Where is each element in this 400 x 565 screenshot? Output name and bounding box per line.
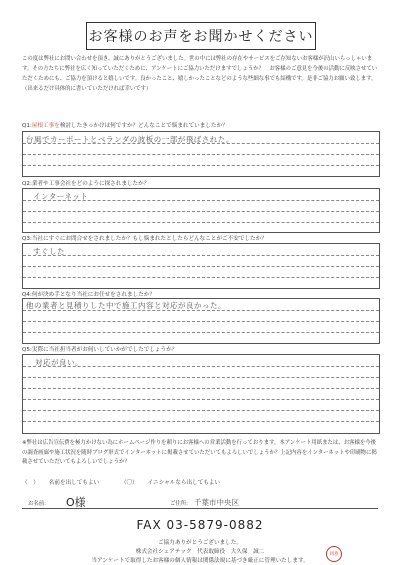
fax-number: FAX 03-5879-0882 [136,518,264,532]
consent-option-initial-mark: （〇） [120,480,138,486]
consent-option-name[interactable] [22,478,109,486]
consent-option-name-mark: （ ） [22,480,39,486]
q3-text: 当社にすぐにお問合せをされましたか？もし悩まれたとしたらどんなことがご不安でしたか？ [31,236,267,242]
q1-accent: 屋根工事を [31,123,60,129]
page-title: お客様のお声をお聞かせください [86,22,316,50]
publication-note: ※弊社は広告宣伝費を極力かけない為にホームページ作りを頼りにお客様への営業活動を行っております。本アンケート用紙または、お客様を今後の調査画廊や施工状況を随時ブログ形式でインターネットに掲載させていただいてもよろしいでしょうか？上記内容をインターネットや印刷物に掲載させていただいてもよろしいでしょうか？ [22,440,377,465]
answer-box-3 [22,243,380,289]
consent-options [22,478,240,486]
name-value: O様 [66,496,86,509]
address-label: ご住所: [170,501,188,507]
intro-text: この度は弊社にお問い合わせを頂き、誠にありがとうございました。世の中には弊社の存在やサービスをご存知ないお客様が沢山いらっしゃいます。その方たちに弊社を広く知っていただくために、アンケートにご協力いただけますでしょうか？ お客様のご意見を今後の活動に反映させていただくためにも、ご協力を頂けると嬉しいです。良かったこと、嬉しかったことなどのような些細な事でも結構です。是非ご協力お願い致します。（出来るだけ具体的に書いていただければ幸いです） [22,56,378,92]
answer-4: 他の業者と見積りした中で施工内容と対応が良かった。 [26,301,226,310]
answer-3: すぐした [33,247,65,256]
question-4 [22,290,155,298]
answer-box-5 [22,354,380,434]
q1-prefix: Q1: [22,123,32,129]
question-5 [22,345,177,353]
answer-1: 台風でカーポートとベランダの波板の一部が飛ばされた。 [26,135,234,144]
signature-row [22,494,378,509]
answer-box-4 [22,298,380,344]
company-name: 株式会社シェアテック 代表取締役 大久保 誠二 [135,549,265,555]
question-1 [22,121,228,129]
thanks-text: ご協力ありがとうございました。 [158,540,242,546]
question-2 [22,179,149,187]
q2-text: 業者や工事会社をどのように探されましたか？ [31,181,150,187]
q4-prefix: Q4: [22,292,32,298]
answer-5: 対応が良い。 [35,358,83,367]
name-label: お名前: [28,501,46,507]
q5-text: 実際に当社担当者がお伺いしていかがでしたでしょうか？ [31,347,178,353]
consent-option-initial-label: イニシャルなら出してもよい [147,480,221,486]
q1-text: 検討したきっかけは何ですか？どんなことで悩まれていましたか？ [59,123,228,129]
q4-text: 何が決め手となり当社にお任せをされましたか？ [31,292,155,298]
privacy-note: 当アンケートで取得したお客様の個人情報は関係法規に基づき厳正に管理いたします。 [91,558,309,564]
consent-stamp: 同意 [326,546,342,562]
answer-box-2 [22,188,380,233]
consent-option-name-label: 名前を出してもよい [48,480,100,486]
q3-prefix: Q3: [22,236,32,242]
answer-box-1 [22,131,380,177]
q5-prefix: Q5: [22,347,32,353]
consent-option-initial[interactable] [121,478,230,486]
answer-2: インターネット [33,192,89,201]
q2-prefix: Q2: [22,181,32,187]
address-value: 千葉市中央区 [194,498,239,507]
question-3 [22,234,267,242]
